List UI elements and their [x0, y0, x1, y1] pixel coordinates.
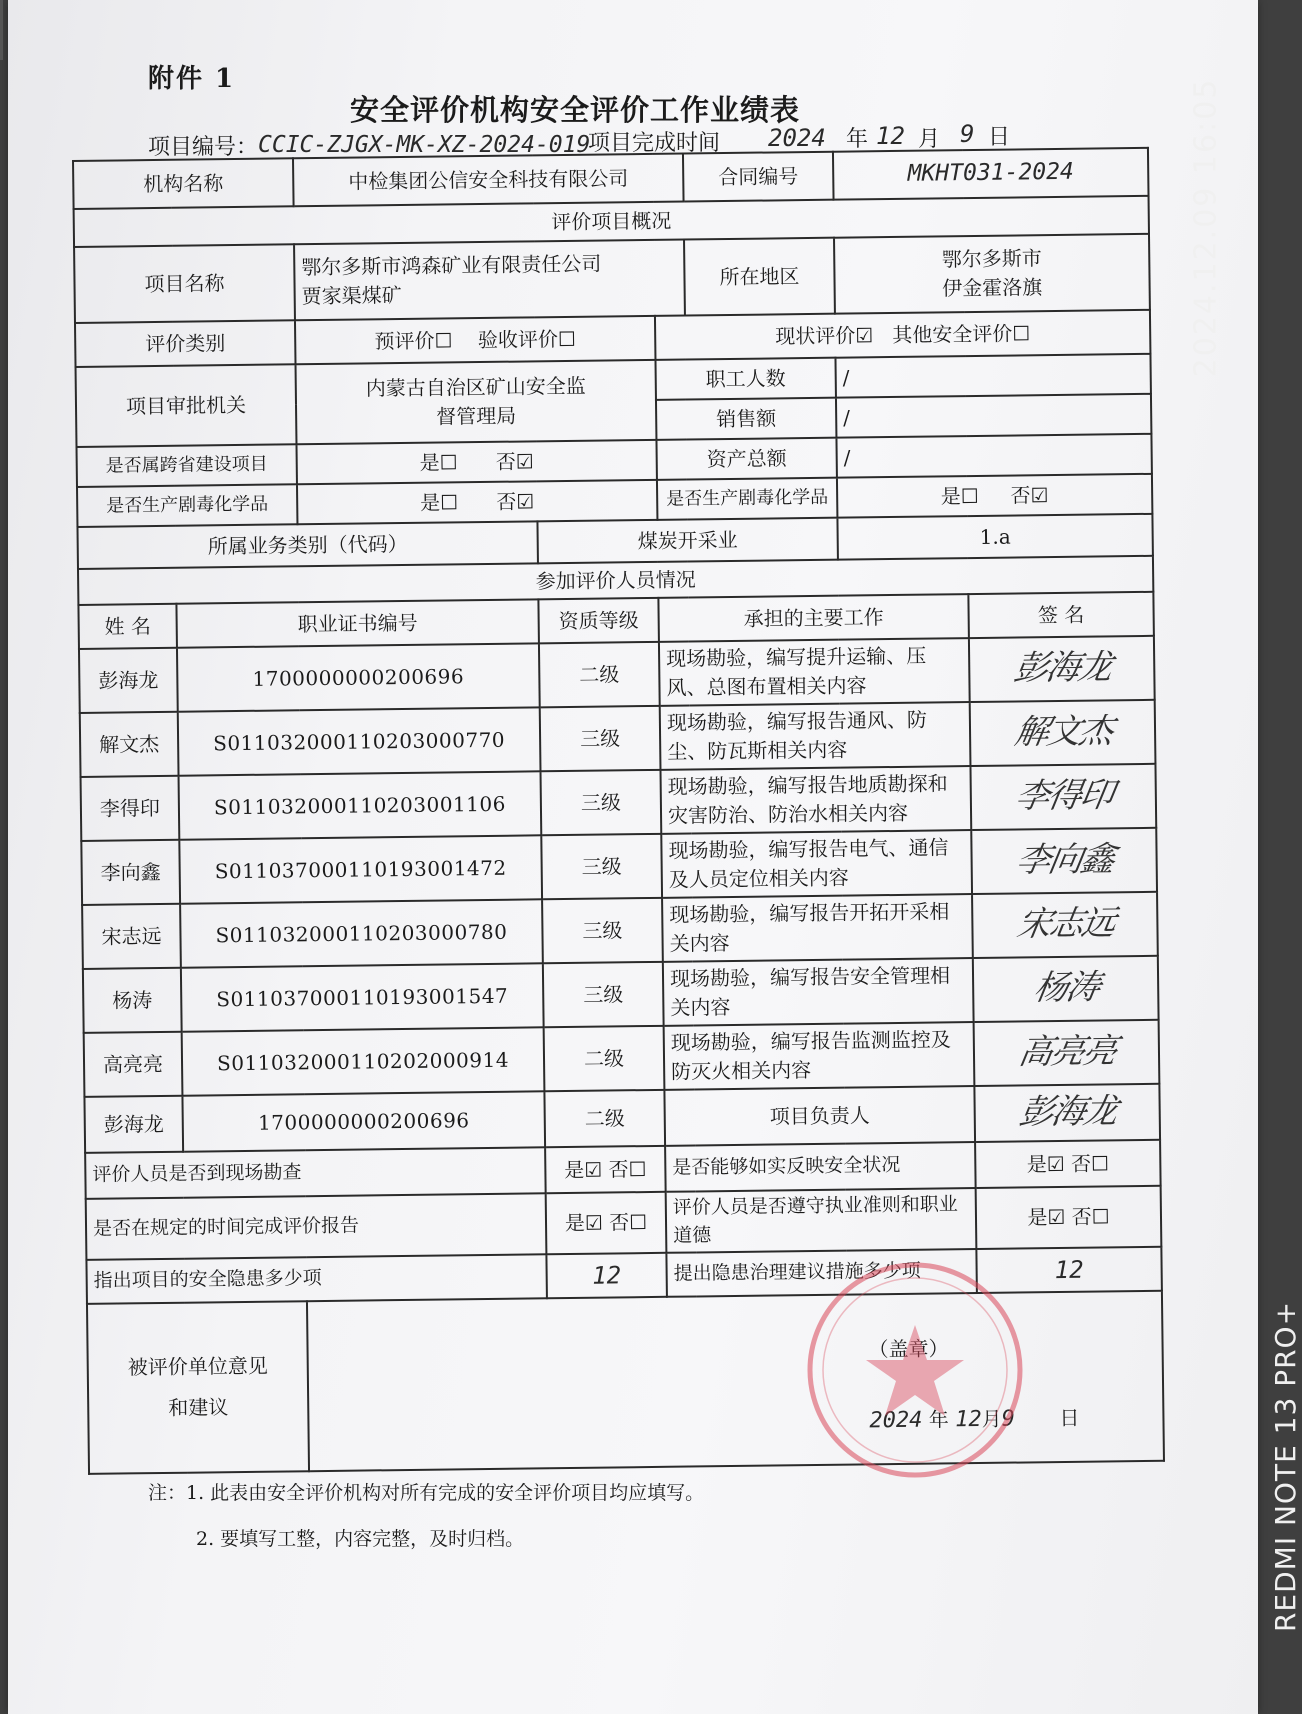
- ontime-options: [546, 1192, 667, 1255]
- person-level: 二级: [544, 1026, 665, 1091]
- person-level: 三级: [541, 770, 662, 835]
- person-signature: [974, 1084, 1160, 1142]
- opinion-content: [307, 1291, 1164, 1471]
- contract-no: MKHT031-2024: [833, 148, 1149, 200]
- toxic-left-no-label: 否: [496, 489, 517, 514]
- person-work: 现场勘验，编写报告监测监控及防灭火相关内容: [664, 1022, 975, 1090]
- category-options-left: [295, 316, 656, 364]
- person-work: 现场勘验，编写提升运输、压风、总图布置相关内容: [659, 638, 970, 706]
- person-signature: [972, 892, 1158, 958]
- col-header-sign: 签 名: [968, 592, 1154, 638]
- signature-text: 解文杰: [1011, 711, 1114, 753]
- cross-province-yes-label: 是: [419, 450, 440, 475]
- opinion-label-line2: 和建议: [168, 1395, 229, 1421]
- person-level: 三级: [540, 706, 661, 771]
- form-title: 安全评价机构安全评价工作业绩表: [350, 93, 801, 127]
- signature-text: 彭海龙: [1016, 1091, 1119, 1133]
- toxic-right-yes-empty-icon[interactable]: ☐: [960, 483, 979, 508]
- measures-value: 12: [976, 1247, 1162, 1293]
- ontime-label: 是否在规定的时间完成评价报告: [86, 1193, 547, 1260]
- company-seal-stamp: [800, 1255, 1030, 1485]
- person-cert: S011032000110202000914: [182, 1027, 545, 1095]
- overview-section-title: 评价项目概况: [74, 196, 1149, 247]
- project-no-value: CCIC-ZJGX-MK-XZ-2024-019: [258, 132, 591, 158]
- person-work: 项目负责人: [664, 1086, 975, 1146]
- project-no-label: 项目编号：: [148, 135, 259, 160]
- person-work: 现场勘验，编写报告电气、通信及人员定位相关内容: [661, 830, 972, 898]
- pre-eval-checkbox-empty-icon[interactable]: ☐: [434, 327, 453, 353]
- person-signature: [970, 764, 1156, 830]
- seal-label: （盖章）: [868, 1336, 949, 1362]
- camera-datetime-watermark: 2024.12.09 16:05: [1188, 77, 1224, 378]
- cross-province-options: [296, 440, 656, 484]
- business-code: 1.a: [837, 514, 1153, 560]
- reflect-yes-label: 是: [1026, 1151, 1047, 1176]
- reflect-no-empty-icon[interactable]: ☐: [1090, 1150, 1110, 1176]
- other-eval-checkbox-empty-icon[interactable]: ☐: [1012, 320, 1031, 346]
- business-label: 所属业务类别（代码）: [77, 521, 537, 569]
- region-label: 所在地区: [684, 238, 835, 316]
- cross-province-label: 是否属跨省建设项目: [77, 444, 297, 487]
- person-name: 李得印: [81, 776, 180, 841]
- person-name: 高亮亮: [84, 1032, 183, 1097]
- person-cert: S011032000110203000780: [180, 899, 543, 967]
- region-value: [834, 234, 1150, 314]
- col-header-name: 姓 名: [78, 604, 177, 649]
- toxic-left-yes-label: 是: [420, 490, 441, 515]
- employees-label: 职工人数: [655, 358, 835, 400]
- person-signature: [969, 636, 1155, 702]
- reflect-yes-checked-icon[interactable]: ☑: [1046, 1151, 1065, 1176]
- ethics-no-label: 否: [1071, 1204, 1092, 1229]
- person-name: 杨涛: [83, 968, 182, 1033]
- region-line1: 鄂尔多斯市: [941, 246, 1042, 272]
- reflect-no-label: 否: [1070, 1151, 1092, 1176]
- contract-label: 合同编号: [683, 152, 834, 202]
- approval-value: [296, 360, 657, 444]
- camera-device-watermark: REDMI NOTE 13 PRO+: [1268, 1300, 1302, 1633]
- signature-text: 李得印: [1012, 775, 1115, 817]
- ethics-options: [976, 1186, 1162, 1249]
- region-line2: 伊金霍洛旗: [941, 275, 1043, 301]
- project-name-line2: 贾家渠煤矿: [301, 282, 402, 309]
- signature-text: 李向鑫: [1012, 839, 1116, 881]
- opinion-day: 9: [1001, 1406, 1016, 1432]
- person-signature: [970, 700, 1156, 766]
- category-options-right: [655, 310, 1151, 360]
- person-level: 三级: [543, 962, 664, 1027]
- onsite-no-label: 否: [608, 1156, 629, 1182]
- person-level: 二级: [539, 642, 660, 707]
- person-name: 解文杰: [80, 712, 179, 777]
- note-2: 2. 要填写工整，内容完整，及时归档。: [196, 1528, 525, 1550]
- opinion-label: [87, 1301, 309, 1474]
- opinion-year-unit: 年: [928, 1407, 949, 1432]
- reflect-label: 是否能够如实反映安全状况: [665, 1142, 976, 1192]
- signature-text: 彭海龙: [1010, 647, 1114, 689]
- assets-value: /: [836, 434, 1151, 478]
- person-name: 彭海龙: [79, 648, 178, 713]
- complete-day-unit: 日: [988, 125, 1011, 150]
- project-name-line1: 鄂尔多斯市鸿森矿业有限责任公司: [301, 251, 602, 280]
- toxic-left-no-checked-icon[interactable]: ☑: [516, 488, 535, 514]
- person-work: 现场勘验，编写报告安全管理相关内容: [663, 958, 974, 1026]
- personnel-section-title: 参加评价人员情况: [78, 556, 1153, 605]
- person-name: 宋志远: [82, 904, 181, 969]
- project-name-value: [294, 240, 685, 321]
- approval-line1: 内蒙古自治区矿山安全监: [365, 373, 586, 401]
- toxic-options-right: [837, 474, 1152, 518]
- person-level: 三级: [542, 898, 663, 963]
- person-cert: S011037000110193001547: [181, 963, 544, 1031]
- opinion-month-unit: 月: [981, 1406, 1002, 1432]
- person-work: 现场勘验，编写报告开拓开采相关内容: [662, 894, 973, 962]
- onsite-label: 评价人员是否到现场勘查: [85, 1147, 546, 1199]
- person-cert: 1700000000200696: [177, 643, 540, 711]
- ontime-no-label: 否: [609, 1210, 630, 1235]
- complete-year-unit: 年: [846, 127, 869, 152]
- assets-label: 资产总额: [656, 438, 836, 480]
- person-signature: [974, 1020, 1160, 1086]
- person-name: 李向鑫: [81, 840, 180, 905]
- signature-text: 杨涛: [1030, 967, 1102, 1009]
- other-eval-label: 其他安全评价: [892, 321, 1013, 347]
- complete-day: 9: [960, 120, 975, 148]
- hazards-value: 12: [546, 1253, 667, 1298]
- complete-time-label: 项目完成时间: [588, 131, 721, 156]
- cross-province-no-label: 否: [495, 449, 516, 474]
- person-cert: 1700000000200696: [182, 1091, 545, 1151]
- hazards-label: 指出项目的安全隐患多少项: [86, 1254, 547, 1304]
- opinion-label-line1: 被评价单位意见: [127, 1353, 268, 1380]
- onsite-options: [545, 1146, 666, 1193]
- toxic-left-yes-empty-icon[interactable]: ☐: [440, 489, 459, 515]
- note-1: 注：1. 此表由安全评价机构对所有完成的安全评价项目均应填写。: [148, 1482, 705, 1504]
- signature-text: 高亮亮: [1015, 1031, 1118, 1073]
- col-header-cert: 职业证书编号: [176, 599, 539, 647]
- attachment-label: 附件 1: [148, 64, 236, 94]
- opinion-year: 2024: [869, 1407, 923, 1434]
- complete-month-unit: 月: [918, 127, 941, 152]
- person-name: 彭海龙: [84, 1096, 183, 1153]
- toxic-right-yes-label: 是: [940, 483, 961, 508]
- business-value: 煤炭开采业: [537, 518, 837, 564]
- onsite-yes-checked-icon[interactable]: ☑: [584, 1157, 603, 1182]
- toxic-label-left: 是否生产剧毒化学品: [77, 484, 297, 527]
- col-header-work: 承担的主要工作: [658, 594, 969, 642]
- cross-province-no-checked-icon[interactable]: ☑: [515, 448, 534, 474]
- pre-eval-label: 预评价: [374, 328, 435, 353]
- toxic-right-no-label: 否: [1010, 482, 1031, 508]
- accept-eval-label: 验收评价: [477, 326, 559, 352]
- person-work: 现场勘验，编写报告通风、防尘、防瓦斯相关内容: [660, 702, 971, 770]
- approval-label: 项目审批机关: [76, 364, 297, 447]
- reflect-options: [975, 1140, 1161, 1188]
- status-eval-label: 现状评价: [775, 322, 856, 348]
- onsite-no-empty-icon[interactable]: ☐: [628, 1156, 647, 1181]
- complete-year: 2024: [768, 124, 826, 152]
- signature-text: 宋志远: [1013, 903, 1117, 945]
- ethics-yes-label: 是: [1027, 1205, 1048, 1230]
- opinion-day-unit: 日: [1059, 1405, 1080, 1431]
- measures-label: 提出隐患治理建议措施多少项: [666, 1249, 977, 1297]
- person-work: 现场勘验，编写报告地质勘探和灾害防治、防治水相关内容: [660, 766, 971, 834]
- person-level: 三级: [541, 834, 662, 899]
- toxic-options-left: [297, 480, 657, 524]
- toxic-right-no-checked-icon[interactable]: ☑: [1030, 482, 1049, 507]
- ethics-label: 评价人员是否遵守执业准则和职业道德: [666, 1188, 977, 1253]
- approval-line2: 督管理局: [436, 403, 517, 429]
- category-label: 评价类别: [75, 320, 296, 367]
- project-name-label: 项目名称: [74, 244, 295, 323]
- complete-month: 12: [876, 122, 905, 150]
- project-name-row: [74, 234, 1150, 323]
- person-cert: S011032000110203001106: [179, 771, 542, 839]
- col-header-level: 资质等级: [538, 598, 659, 643]
- accept-eval-checkbox-empty-icon[interactable]: ☐: [557, 326, 577, 351]
- ontime-yes-checked-icon[interactable]: ☑: [584, 1210, 603, 1235]
- status-eval-checkbox-checked-icon[interactable]: ☑: [855, 322, 874, 347]
- ethics-no-empty-icon[interactable]: ☐: [1091, 1204, 1110, 1229]
- onsite-yes-label: 是: [564, 1157, 585, 1182]
- person-level: 二级: [544, 1090, 665, 1147]
- org-name-label: 机构名称: [73, 158, 294, 209]
- underlying-sheet-edge: [0, 0, 17, 60]
- person-cert: S011037000110193001472: [179, 835, 542, 903]
- toxic-label-right: 是否生产剧毒化学品: [657, 478, 837, 520]
- cross-province-yes-empty-icon[interactable]: ☐: [439, 449, 458, 475]
- sales-label: 销售额: [656, 398, 836, 440]
- ethics-yes-checked-icon[interactable]: ☑: [1047, 1204, 1066, 1230]
- sales-value: /: [836, 394, 1151, 438]
- ontime-yes-label: 是: [564, 1210, 586, 1236]
- org-name: 中检集团公信安全科技有限公司: [293, 154, 684, 207]
- opinion-month: 12: [955, 1407, 982, 1433]
- employees-value: /: [835, 354, 1150, 398]
- person-signature: [973, 956, 1159, 1022]
- person-cert: S011032000110203000770: [178, 707, 541, 775]
- person-signature: [971, 828, 1157, 894]
- ontime-no-empty-icon[interactable]: ☐: [629, 1210, 648, 1235]
